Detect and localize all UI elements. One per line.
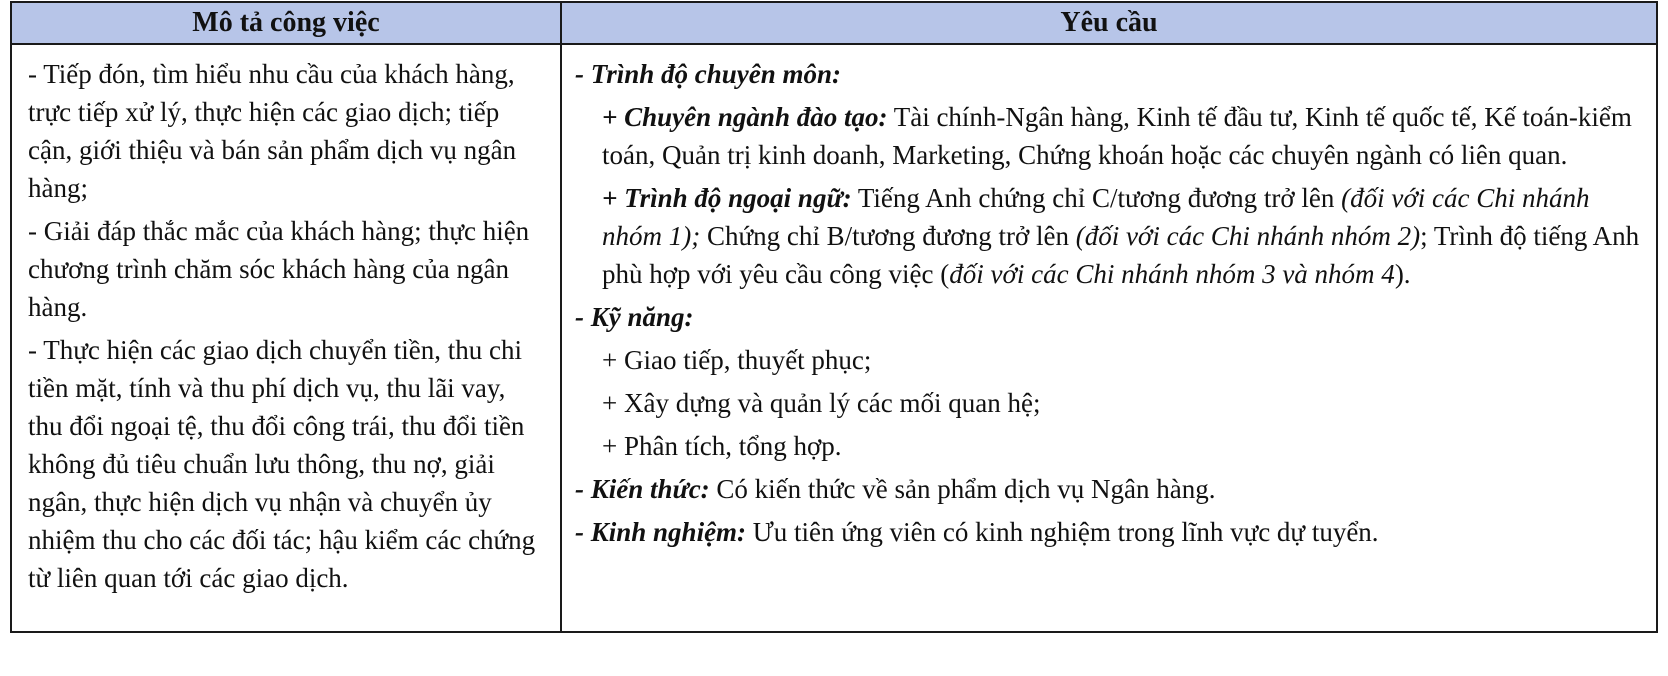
skill-item-2: + Xây dựng và quản lý các mối quan hệ; bbox=[602, 388, 1041, 418]
content-row bbox=[11, 44, 1657, 632]
requirements-cell bbox=[561, 44, 1657, 632]
header-row bbox=[11, 2, 1657, 44]
skill-item-3: + Phân tích, tổng hợp. bbox=[602, 431, 842, 461]
knowledge-label: - Kiến thức: bbox=[575, 474, 710, 504]
header-requirements: Yêu cầu bbox=[561, 2, 1657, 44]
language-text-3: ; Trình độ tiếng Anh phù hợp với yêu cầu công việc ( bbox=[602, 221, 1640, 289]
experience-text: Ưu tiên ứng viên có kinh nghiệm trong lĩnh vực dự tuyển. bbox=[746, 517, 1379, 547]
major-text: Tài chính-Ngân hàng, Kinh tế đầu tư, Kinh tế quốc tế, Kế toán-kiểm toán, Quản trị kinh doanh, Marketing, Chứng khoán hoặc các chuyên ngành có liên quan. bbox=[602, 102, 1632, 170]
knowledge-requirement bbox=[575, 470, 1640, 508]
expertise-heading: - Trình độ chuyên môn: bbox=[575, 59, 842, 89]
language-note-2: (đối với các Chi nhánh nhóm 2) bbox=[1075, 221, 1421, 251]
header-job-description: Mô tả công việc bbox=[11, 2, 561, 44]
language-label: + Trình độ ngoại ngữ: bbox=[602, 183, 852, 213]
skill-item-1: + Giao tiếp, thuyết phục; bbox=[602, 345, 872, 375]
language-text-2: Chứng chỉ B/tương đương trở lên bbox=[700, 221, 1076, 251]
major-label: + Chuyên ngành đào tạo: bbox=[602, 102, 888, 132]
description-item-3: - Thực hiện các giao dịch chuyển tiền, thu chi tiền mặt, tính và thu phí dịch vụ, thu lãi vay, thu đổi ngoại tệ, thu đổi công trái, thu đổi tiền không đủ tiêu chuẩn lưu thông, thu nợ, giải ngân, thực hiện dịch vụ nhận và chuyển ủy nhiệm thu cho các đối tác; hậu kiểm các chứng từ liên quan tới các giao dịch. bbox=[28, 335, 536, 593]
job-requirements-table bbox=[10, 1, 1658, 633]
major-requirement bbox=[602, 98, 1640, 174]
language-note-3: đối với các Chi nhánh nhóm 3 và nhóm 4 bbox=[949, 259, 1395, 289]
experience-requirement bbox=[575, 513, 1640, 551]
experience-label: - Kinh nghiệm: bbox=[575, 517, 747, 547]
description-item-2: - Giải đáp thắc mắc của khách hàng; thực hiện chương trình chăm sóc khách hàng của ngân hàng. bbox=[28, 216, 530, 322]
job-description-cell bbox=[11, 44, 561, 632]
language-requirement bbox=[602, 179, 1640, 293]
language-text-1: Tiếng Anh chứng chỉ C/tương đương trở lên bbox=[851, 183, 1342, 213]
language-text-4: ). bbox=[1394, 259, 1411, 289]
description-item-1: - Tiếp đón, tìm hiểu nhu cầu của khách hàng, trực tiếp xử lý, thực hiện các giao dịch; tiếp cận, giới thiệu và bán sản phẩm dịch vụ ngân hàng; bbox=[28, 59, 517, 203]
knowledge-text: Có kiến thức về sản phẩm dịch vụ Ngân hàng. bbox=[709, 474, 1216, 504]
skills-heading: - Kỹ năng: bbox=[575, 302, 694, 332]
language-note-1: (đối với các Chi nhánh nhóm 1); bbox=[602, 183, 1590, 251]
